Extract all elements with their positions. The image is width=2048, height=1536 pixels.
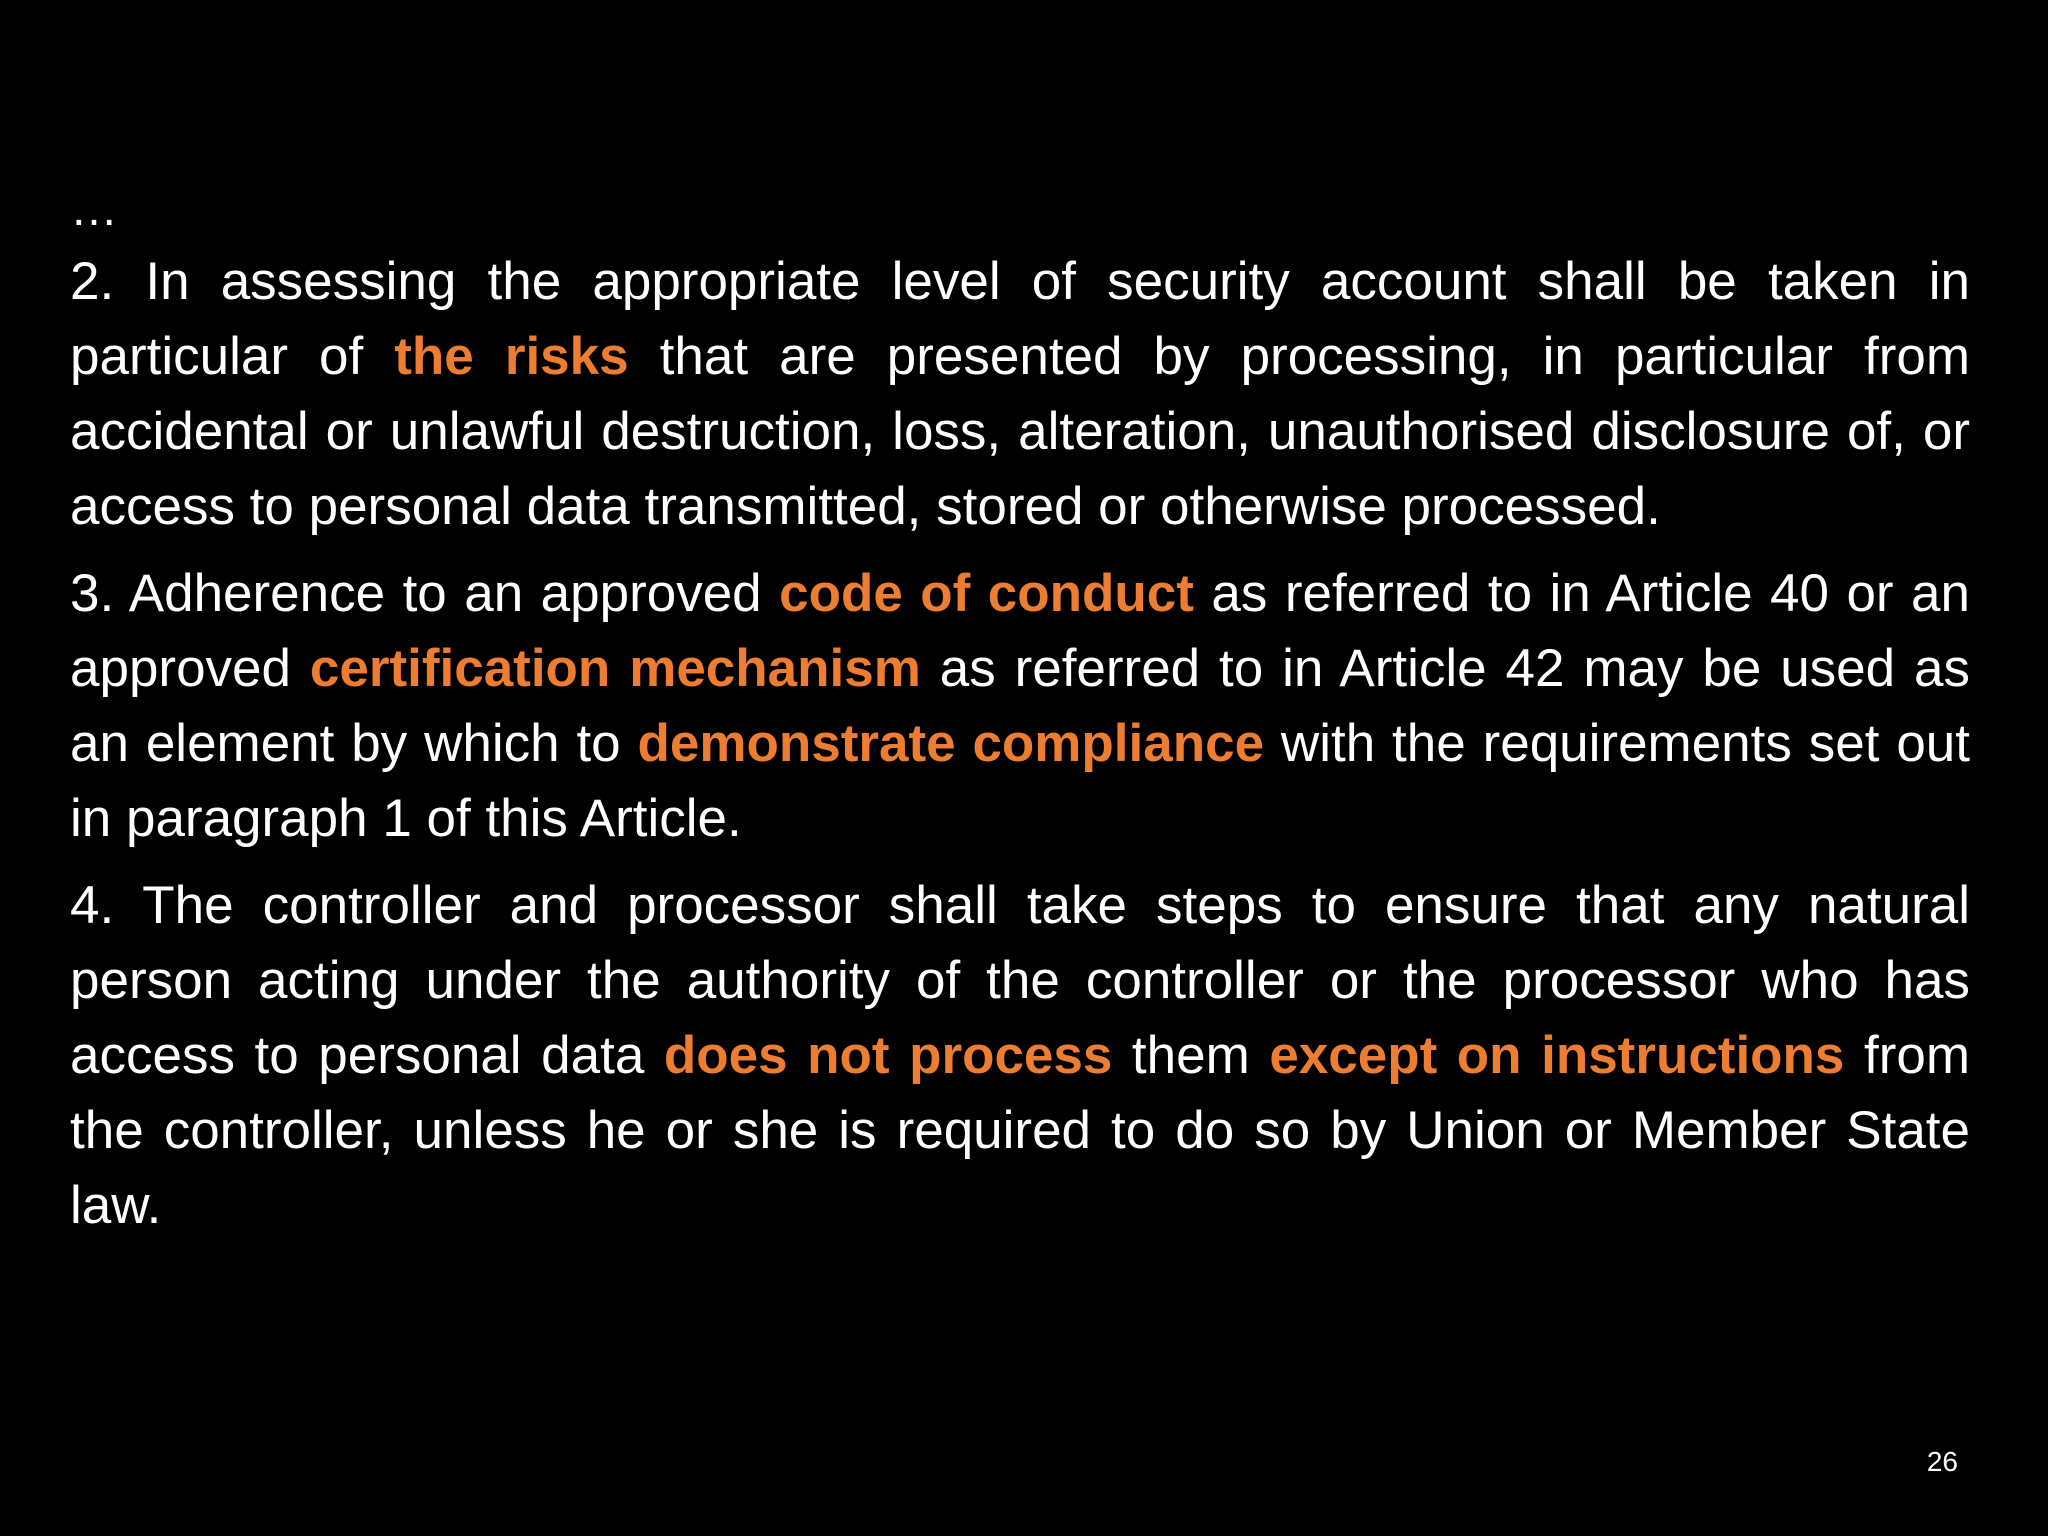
- highlight-certification-mechanism: certification mechanism: [309, 639, 921, 698]
- paragraph-3: [70, 556, 1970, 856]
- slide-content: [70, 180, 1970, 1255]
- highlight-except-on-instructions: except on instructions: [1269, 1026, 1845, 1085]
- highlight-the-risks: the risks: [394, 327, 629, 386]
- page-number: 26: [1926, 1446, 1958, 1477]
- highlight-code-of-conduct: code of conduct: [779, 564, 1194, 623]
- paragraph-3-text: as referred to in Article 40 or an approved: [70, 564, 1971, 698]
- paragraph-4: [70, 868, 1970, 1243]
- highlight-demonstrate-compliance: demonstrate compliance: [637, 714, 1265, 773]
- paragraph-3-text: with the requirements set out in paragraph 1 of this Article.: [70, 714, 1970, 848]
- paragraph-3-text: 3. Adherence to an approved: [70, 564, 780, 623]
- paragraph-3-text: as referred to in Article 42 may be used as an element by which to: [70, 639, 1970, 773]
- paragraph-2-text: that are presented by processing, in particular from accidental or unlawful destruction, loss, alteration, unauthorised disclosure of, or access to personal data transmitted, stored or otherwise processed.: [70, 327, 1970, 536]
- paragraph-2: [70, 244, 1970, 544]
- highlight-does-not-process: does not process: [663, 1026, 1113, 1085]
- paragraph-4-text: them: [1112, 1026, 1270, 1085]
- paragraph-4-text: 4. The controller and processor shall take steps to ensure that any natural person acting under the authority of the controller or the processor who has access to personal data: [70, 876, 1970, 1085]
- ellipsis: …: [70, 183, 118, 236]
- paragraph-4-text: from the controller, unless he or she is required to do so by Union or Member State law.: [70, 1026, 1970, 1235]
- paragraph-2-text: 2. In assessing the appropriate level of security account shall be taken in particular of: [70, 252, 1970, 386]
